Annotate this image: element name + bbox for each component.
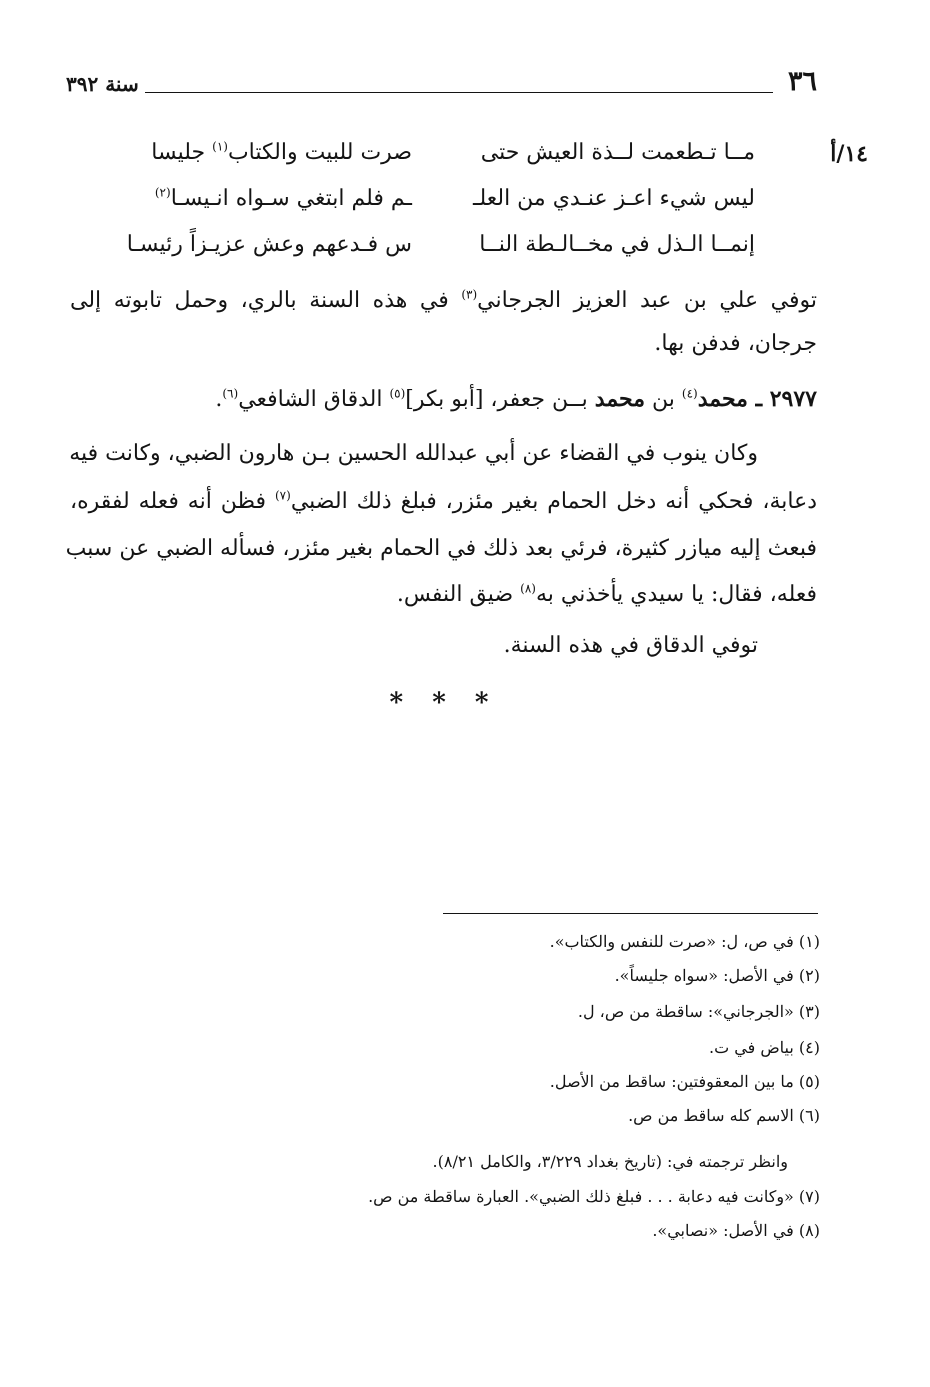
para2-line3: فبعث إليه ميازر كثيرة، فرئي بعد ذلك في الحمام بغير مئزر، فسأله الضبي عن سبب	[65, 536, 817, 561]
footnote-ref-8: (٨)	[520, 581, 536, 596]
para2-line2-b: فظن أنه فعله لفقره،	[70, 489, 275, 514]
footnote-6-continuation: وانظر ترجمته في: (تاريخ بغداد ٣/٢٢٩، والكامل ٨/٢١).	[432, 1152, 788, 1171]
footnote-ref-5: (٥)	[389, 386, 406, 401]
folio-mark: ١٤/أ	[830, 141, 868, 167]
footnote-6: (٦) الاسم كله ساقط من ص.	[628, 1106, 820, 1125]
verse-1-first-hemistich: مــا تـطعمت لــذة العيش حتى	[480, 140, 755, 165]
para2-line4	[397, 577, 817, 613]
para3: توفي الدقاق في هذه السنة.	[503, 633, 758, 658]
entry-part2-pre: بن	[645, 387, 682, 412]
footnote-7: (٧) «وكانت فيه دعابة . . . فبلغ ذلك الضبي». العبارة ساقطة من ص.	[368, 1187, 820, 1206]
footnote-ref-6: (٦)	[222, 386, 239, 401]
verse-2-second-hemistich	[155, 182, 412, 216]
para2-line4-b: ضيق النفس.	[396, 582, 521, 607]
footnote-ref-3: (٣)	[461, 287, 478, 302]
para1-line1	[70, 283, 817, 319]
verse-3-first-hemistich: إنمــا الـذل في مخــالـطة النــا	[479, 232, 755, 257]
entry-part2-post: بــن جعفر، [أبو بكر]	[405, 387, 595, 412]
section-separator: * * *	[389, 688, 499, 718]
footnote-ref-7: (٧)	[274, 488, 291, 503]
footnote-ref-2: (٢)	[154, 185, 171, 200]
header-rule	[145, 92, 773, 93]
running-title: سنة ٣٩٢	[66, 72, 139, 96]
para2-line2-a: دعابة، فحكي أنه دخل الحمام بغير مئزر، فبلغ ذلك الضبي	[290, 489, 817, 514]
footnote-5: (٥) ما بين المعقوفتين: ساقط من الأصل.	[549, 1072, 820, 1091]
para2-line4-a: فعله، فقال: يا سيدي يأخذني به	[535, 582, 817, 607]
entry-end: .	[215, 387, 223, 412]
verse-1-text: صرت للبيت والكتاب	[227, 140, 412, 165]
verse-3-second-hemistich: س فـدعهم وعش عزيـزاً رئيسـا	[126, 232, 412, 257]
footnote-ref-4: (٤)	[681, 386, 698, 401]
verse-2-first-hemistich: ليس شيء اعـز عنـدي من العلـ	[473, 186, 755, 211]
footnote-3: (٣) «الجرجاني»: ساقطة من ص، ل.	[577, 1002, 820, 1021]
entry-part3: الدقاق الشافعي	[238, 387, 390, 412]
verse-1-end: جليسا	[151, 140, 206, 165]
para1-text-a: توفي علي بن عبد العزيز الجرجاني	[477, 288, 817, 313]
para1-text-b: في هذه السنة بالري، وحمل تابوته إلى	[70, 288, 462, 313]
entry-father-name: محمد	[594, 386, 646, 412]
para2-line1: وكان ينوب في القضاء عن أبي عبدالله الحسين بـن هارون الضبي، وكانت فيه	[69, 441, 758, 466]
para2-line2	[70, 484, 817, 520]
verse-1-second-hemistich	[151, 136, 412, 170]
page-number: ٣٦	[787, 66, 817, 97]
footnote-8: (٨) في الأصل: «نصابي».	[652, 1221, 820, 1240]
footnote-rule	[443, 913, 818, 914]
para1-line2: جرجان، فدفن بها.	[654, 331, 817, 356]
footnote-1: (١) في ص، ل: «صرت للنفس والكتاب».	[549, 932, 820, 951]
footnote-4: (٤) بياض في ت.	[709, 1038, 820, 1057]
entry-number-name: ٢٩٧٧ ـ محمد	[697, 386, 817, 412]
entry-heading	[215, 381, 817, 418]
verse-2-text: ـم فلم ابتغي سـواه انـيسـا	[170, 186, 412, 211]
footnote-2: (٢) في الأصل: «سواه جليساً».	[614, 966, 820, 985]
footnote-ref-1: (١)	[212, 139, 228, 154]
